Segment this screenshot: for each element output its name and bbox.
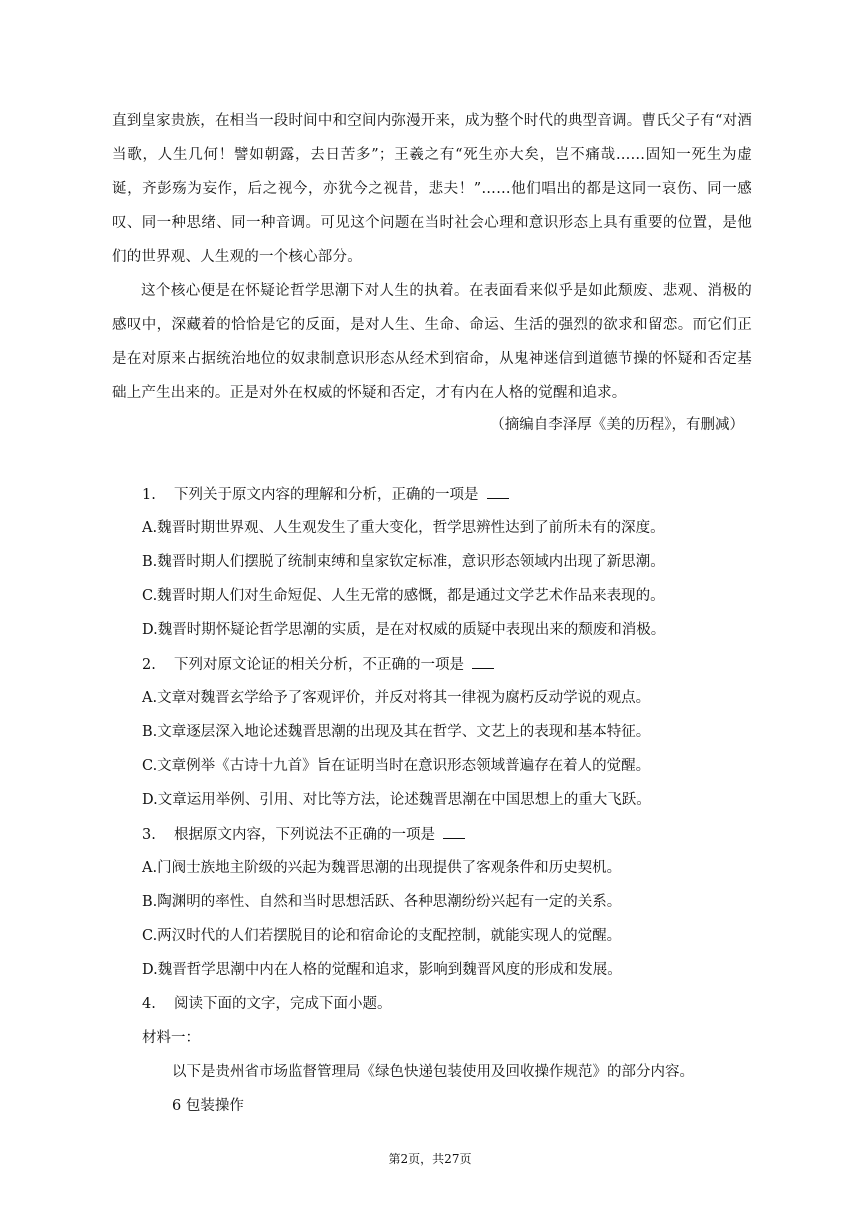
- option-2c: C.文章例举《古诗十九首》旨在证明当时在意识形态领域普遍存在着人的觉醒。: [142, 758, 651, 774]
- question-stem: 根据原文内容，下列说法不正确的一项是: [174, 827, 435, 843]
- option-2d: D.文章运用举例、引用、对比等方法，论述魏晋思潮在中国思想上的重大飞跃。: [142, 792, 651, 808]
- section-heading: 6 包装操作: [172, 1098, 244, 1114]
- question-number: 4.: [142, 996, 156, 1012]
- material-label: 材料一：: [142, 1030, 200, 1046]
- passage-paragraph-1: 直到皇家贵族，在相当一段时间中和空间内弥漫开来，成为整个时代的典型音调。曹氏父子有“对酒当歌，人生几何！譬如朝露，去日苦多”；王羲之有“死生亦大矣，岂不痛哉……固知一死生为虚诞，齐彭殇为妄作，后之视今，亦犹今之视昔，悲夫！”……他们唱出的都是这同一哀伤、同一感叹、同一种思绪、同一种音调。可见这个问题在当时社会心理和意识形态上具有重要的位置，是他们的世界观、人生观的一个核心部分。: [112, 113, 752, 265]
- passage-source: （摘编自李泽厚《美的历程》，有删减）: [490, 417, 744, 433]
- option-1c: C.魏晋时期人们对生命短促、人生无常的感慨，都是通过文学艺术作品来表现的。: [142, 588, 665, 604]
- option-3a: A.门阀士族地主阶级的兴起为魏晋思潮的出现提供了客观条件和历史契机。: [142, 860, 622, 876]
- question-stem: 阅读下面的文字，完成下面小题。: [174, 996, 392, 1012]
- question-number: 3.: [142, 827, 156, 843]
- question-stem: 下列对原文论证的相关分析，不正确的一项是: [174, 657, 464, 673]
- page-footer: 第2页，共27页: [388, 1152, 472, 1166]
- answer-blank[interactable]: [443, 824, 465, 839]
- answer-blank[interactable]: [472, 654, 494, 669]
- material-intro: 以下是贵州省市场监督管理局《绿色快递包装使用及回收操作规范》的部分内容。: [172, 1064, 694, 1080]
- answer-blank[interactable]: [487, 484, 509, 499]
- option-1d: D.魏晋时期怀疑论哲学思潮的实质，是在对权威的质疑中表现出来的颓废和消极。: [142, 622, 666, 638]
- option-1a: A.魏晋时期世界观、人生观发生了重大变化，哲学思辨性达到了前所未有的深度。: [142, 520, 665, 536]
- option-1b: B.魏晋时期人们摆脱了统制束缚和皇家钦定标准，意识形态领域内出现了新思潮。: [142, 554, 665, 570]
- passage-paragraph-2: 这个核心便是在怀疑论哲学思潮下对人生的执着。在表面看来似乎是如此颓废、悲观、消极的感叹中，深藏着的恰恰是它的反面，是对人生、生命、命运、生活的强烈的欲求和留恋。而它们正是在对原来占据统治地位的奴隶制意识形态从经术到宿命，从鬼神迷信到道德节操的怀疑和否定基础上产生出来的。正是对外在权威的怀疑和否定，才有内在人格的觉醒和追求。: [112, 283, 752, 401]
- option-2a: A.文章对魏晋玄学给予了客观评价，并反对将其一律视为腐朽反动学说的观点。: [142, 690, 651, 706]
- question-3: [142, 824, 465, 845]
- question-4: [142, 994, 392, 1014]
- question-stem: 下列关于原文内容的理解和分析，正确的一项是: [174, 487, 479, 503]
- option-3b: B.陶渊明的率性、自然和当时思想活跃、各种思潮纷纷兴起有一定的关系。: [142, 894, 622, 910]
- option-2b: B.文章逐层深入地论述魏晋思潮的出现及其在哲学、文艺上的表现和基本特征。: [142, 724, 651, 740]
- question-number: 2.: [142, 657, 156, 673]
- question-2: [142, 654, 494, 675]
- option-3c: C.两汉时代的人们若摆脱目的论和宿命论的支配控制，就能实现人的觉醒。: [142, 928, 622, 944]
- option-3d: D.魏晋哲学思潮中内在人格的觉醒和追求，影响到魏晋风度的形成和发展。: [142, 962, 622, 978]
- question-1: [142, 484, 509, 505]
- question-number: 1.: [142, 487, 156, 503]
